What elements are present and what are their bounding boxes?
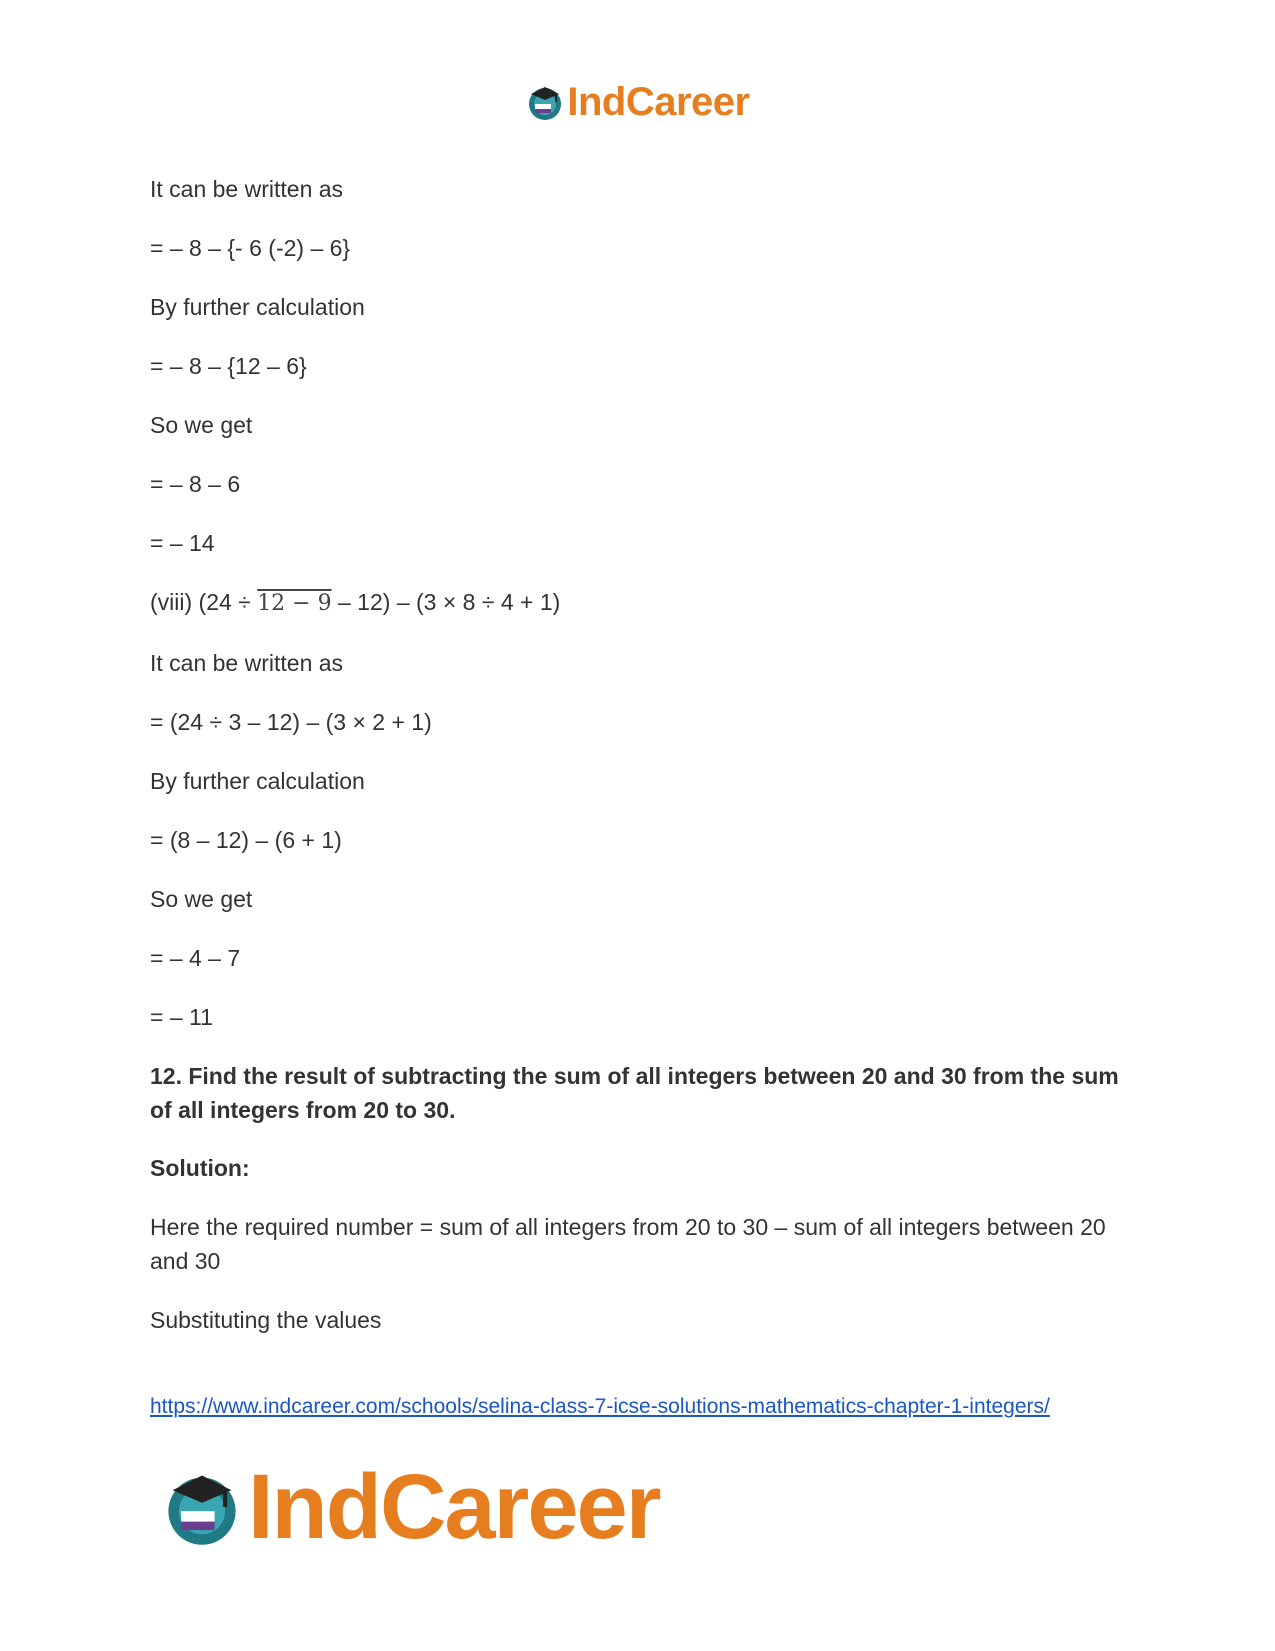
text-line: = (8 – 12) – (6 + 1): [150, 827, 342, 853]
square-root-radicand: 12 − 9: [257, 591, 332, 616]
text-line: So we get: [150, 886, 253, 912]
substituting-text: Substituting the values: [150, 1307, 382, 1333]
text-line: So we get: [150, 412, 253, 438]
text-line: It can be written as: [150, 176, 344, 202]
document-body: [150, 172, 1135, 1362]
graduation-globe-icon: [160, 1465, 244, 1549]
question-viii: [150, 585, 1135, 621]
solution-text: Here the required number = sum of all integers from 20 to 30 – sum of all integers between 20 and 30: [150, 1214, 1113, 1274]
text-line: = (24 ÷ 3 – 12) – (3 × 2 + 1): [150, 709, 432, 735]
text-line: By further calculation: [150, 768, 365, 794]
text-line: = – 8 – {- 6 (-2) – 6}: [150, 235, 351, 261]
text-line: = – 14: [150, 530, 215, 556]
source-link[interactable]: https://www.indcareer.com/schools/selina-class-7-icse-solutions-mathematics-chapter-1-integers/: [150, 1395, 1050, 1418]
text-line: By further calculation: [150, 294, 365, 320]
text-line: = – 8 – 6: [150, 471, 241, 497]
text-line: It can be written as: [150, 650, 344, 676]
viii-prefix: (viii) (24 ÷: [150, 589, 258, 615]
solution-label: Solution:: [150, 1155, 250, 1181]
text-line: = – 11: [150, 1004, 213, 1030]
header-logo: [0, 78, 1275, 126]
footer-logo-text: IndCareer: [248, 1455, 660, 1558]
viii-suffix: – 12) – (3 × 8 ÷ 4 + 1): [331, 589, 561, 615]
text-line: = – 8 – {12 – 6}: [150, 353, 307, 379]
question-12: 12. Find the result of subtracting the sum of all integers between 20 and 30 from the sum of all integers from 20 to 30.: [150, 1063, 1126, 1123]
footer-logo: [160, 1455, 660, 1558]
header-logo-text: IndCareer: [567, 79, 750, 124]
graduation-globe-icon: [525, 82, 565, 122]
text-line: = – 4 – 7: [150, 945, 241, 971]
